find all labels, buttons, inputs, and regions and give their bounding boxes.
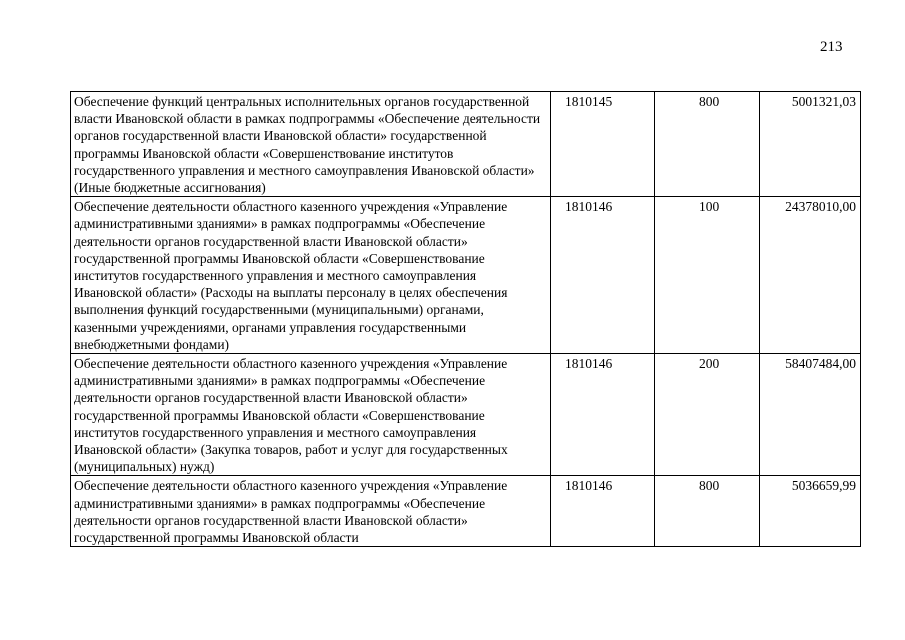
row-amount: 24378010,00 <box>760 197 861 354</box>
row-description: Обеспечение деятельности областного казенного учреждения «Управление административными зданиями» в рамках подпрограммы «Обеспечение деятельности органов государственной власти Ивановской области» государственной программы Ивановской области «Совершенствование институтов государственного управления и местного самоуправления Ивановской области» (Закупка товаров, работ и услуг для государственных (муниципальных) нужд) <box>71 354 551 476</box>
budget-table <box>70 91 861 547</box>
row-description: Обеспечение деятельности областного казенного учреждения «Управление административными зданиями» в рамках подпрограммы «Обеспечение деятельности органов государственной власти Ивановской области» государственной программы Ивановской области <box>71 476 551 547</box>
table-row <box>71 476 861 547</box>
row-description: Обеспечение деятельности областного казенного учреждения «Управление административными зданиями» в рамках подпрограммы «Обеспечение деятельности органов государственной власти Ивановской области» государственной программы Ивановской области «Совершенствование институтов государственного управления и местного самоуправления Ивановской области» (Расходы на выплаты персоналу в целях обеспечения выполнения функций государственными (муниципальными) органами, казенными учреждениями, органами управления государственными внебюджетными фондами) <box>71 197 551 354</box>
row-expense-type: 200 <box>655 354 760 476</box>
row-target-code: 1810146 <box>551 354 655 476</box>
row-expense-type: 100 <box>655 197 760 354</box>
row-target-code: 1810145 <box>551 92 655 197</box>
row-target-code: 1810146 <box>551 197 655 354</box>
row-expense-type: 800 <box>655 476 760 547</box>
table-row <box>71 92 861 197</box>
row-amount: 5001321,03 <box>760 92 861 197</box>
row-target-code: 1810146 <box>551 476 655 547</box>
row-expense-type: 800 <box>655 92 760 197</box>
row-description: Обеспечение функций центральных исполнительных органов государственной власти Ивановской области в рамках подпрограммы «Обеспечение деятельности органов государственной власти Ивановской области» государственной программы Ивановской области «Совершенствование институтов государственного управления и местного самоуправления Ивановской области» (Иные бюджетные ассигнования) <box>71 92 551 197</box>
row-amount: 58407484,00 <box>760 354 861 476</box>
table-row <box>71 354 861 476</box>
row-amount: 5036659,99 <box>760 476 861 547</box>
table-row <box>71 197 861 354</box>
page-number: 213 <box>820 39 843 55</box>
